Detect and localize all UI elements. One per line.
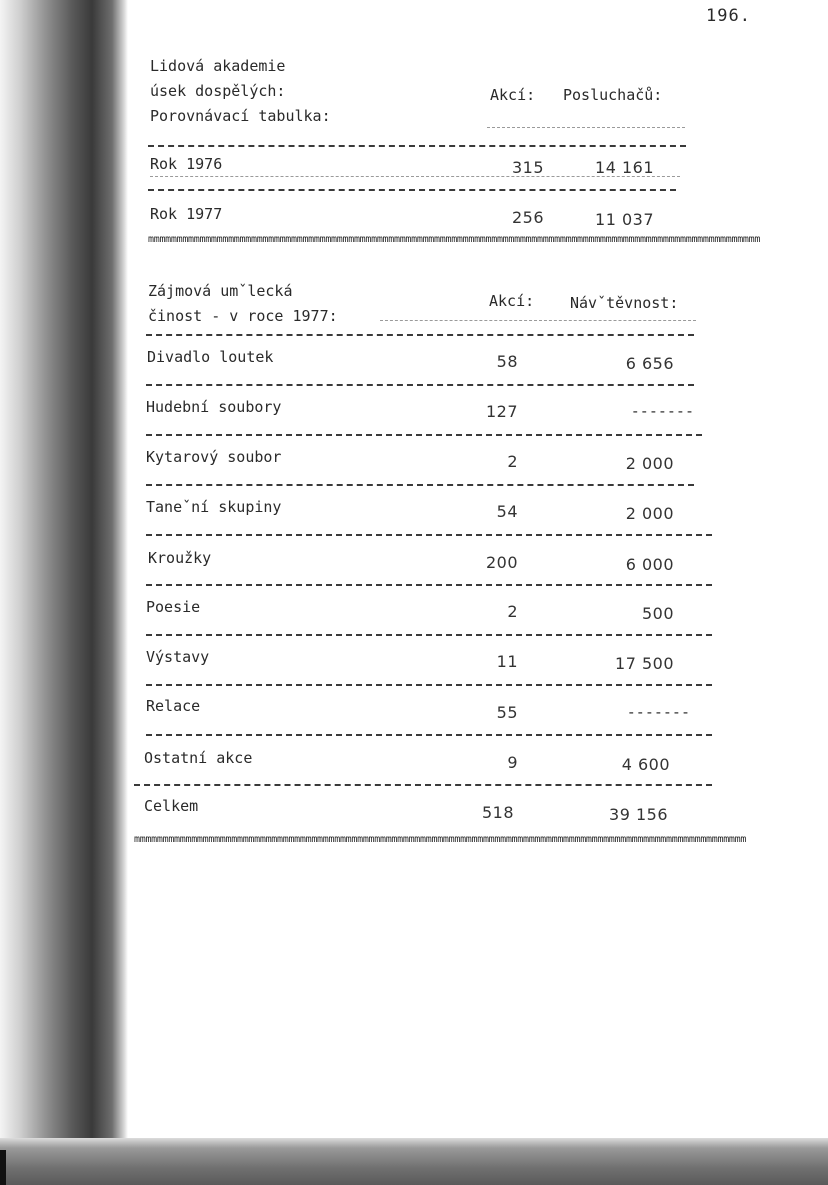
- section2-row-divider: [146, 584, 712, 586]
- section1-rule-middle: [148, 189, 676, 191]
- section2-row-navstevnost: -------: [630, 402, 694, 420]
- section2-row-navstevnost: 500: [641, 604, 674, 623]
- section1-row-1977-posluchacu: 11 037: [595, 210, 654, 229]
- section1-title-line-2: úsek dospělých:: [150, 82, 286, 100]
- section1-header-underline: [487, 127, 685, 128]
- section2-row-divider: [146, 434, 702, 436]
- section1-rule-top: [148, 145, 686, 147]
- section1-row-1976-posluchacu: 14 161: [595, 158, 654, 177]
- section1-row-1976-label: Rok 1976: [150, 155, 223, 173]
- section1-header-posluchacu: Posluchačů:: [563, 86, 663, 104]
- section2-header-navstevnost: Návˇtěvnost:: [570, 294, 679, 312]
- section2-total-navstevnost: 39 156: [609, 805, 668, 824]
- section2-row-navstevnost: 2 000: [625, 454, 674, 473]
- section2-row-navstevnost: 6 656: [625, 354, 674, 373]
- section2-row-label: Divadlo loutek: [147, 348, 274, 366]
- section2-row-label: Ostatní akce: [144, 749, 253, 767]
- section2-row-divider: [146, 634, 712, 636]
- section2-row-akci: 2: [507, 602, 518, 621]
- section2-row-label: Výstavy: [146, 648, 210, 666]
- section2-row-akci: 54: [496, 502, 518, 521]
- section2-row-akci: 200: [485, 553, 518, 572]
- scan-edge-mark: [0, 1150, 6, 1185]
- section2-total-label: Celkem: [144, 797, 199, 815]
- section2-row-divider: [146, 484, 694, 486]
- section1-header-akci: Akcí:: [490, 86, 536, 104]
- scan-spine-shadow: [0, 0, 128, 1140]
- section2-title-line-1: Zájmová umˇlecká: [148, 282, 293, 300]
- section2-row-akci: 127: [485, 402, 518, 421]
- section1-row-1977-akci: 256: [511, 208, 544, 227]
- section2-row-akci: 11: [496, 652, 518, 671]
- section2-row-navstevnost: 17 500: [615, 654, 674, 673]
- section2-row-label: Taneˇní skupiny: [146, 498, 282, 516]
- section1-row-1977-label: Rok 1977: [150, 205, 223, 223]
- section2-row-divider: [146, 684, 712, 686]
- section2-header-underline: [380, 320, 696, 321]
- section2-row-divider: [146, 734, 712, 736]
- section2-row-divider: [134, 784, 712, 786]
- section2-row-label: Kroužky: [148, 549, 212, 567]
- section2-row-divider: [146, 384, 694, 386]
- section2-row-navstevnost: 6 000: [625, 555, 674, 574]
- section2-row-akci: 58: [496, 352, 518, 371]
- section2-row-label: Poesie: [146, 598, 201, 616]
- section2-row-label: Relace: [146, 697, 201, 715]
- section2-row-akci: 2: [507, 452, 518, 471]
- section2-row-label: Hudební soubory: [146, 398, 282, 416]
- section1-double-underline: mmmmmmmmmmmmmmmmmmmmmmmmmmmmmmmmmmmmmmmmmmmmmmmmmmmmmmmmmmmmmmmmmmmmmmmmmmmmmmmmmmmmmmmmmmmmmmmmmmmmmmmmmmm: [148, 234, 761, 245]
- section2-row-akci: 9: [507, 753, 518, 772]
- section2-double-underline: mmmmmmmmmmmmmmmmmmmmmmmmmmmmmmmmmmmmmmmmmmmmmmmmmmmmmmmmmmmmmmmmmmmmmmmmmmmmmmmmmmmmmmmmmmmmmmmmmmmmmmmmmmm: [134, 834, 747, 845]
- section2-row-divider: [146, 534, 712, 536]
- section2-header-akci: Akcí:: [489, 292, 535, 310]
- section1-title-line-3: Porovnávací tabulka:: [150, 107, 331, 125]
- section2-rule-top: [146, 334, 694, 336]
- section1-title-line-1: Lidová akademie: [150, 57, 286, 75]
- section2-row-akci: 55: [496, 703, 518, 722]
- section2-title-line-2: činost - v roce 1977:: [148, 307, 338, 325]
- section1-row-1976-underline: [150, 176, 680, 177]
- section2-row-navstevnost: 4 600: [621, 755, 670, 774]
- section2-row-label: Kytarový soubor: [146, 448, 282, 466]
- section2-row-navstevnost: 2 000: [625, 504, 674, 523]
- section1-row-1976-akci: 315: [511, 158, 544, 177]
- section2-total-akci: 518: [481, 803, 514, 822]
- page-number: 196.: [706, 6, 751, 26]
- section2-row-navstevnost: -------: [626, 703, 690, 721]
- scan-bottom-shadow: [0, 1138, 828, 1185]
